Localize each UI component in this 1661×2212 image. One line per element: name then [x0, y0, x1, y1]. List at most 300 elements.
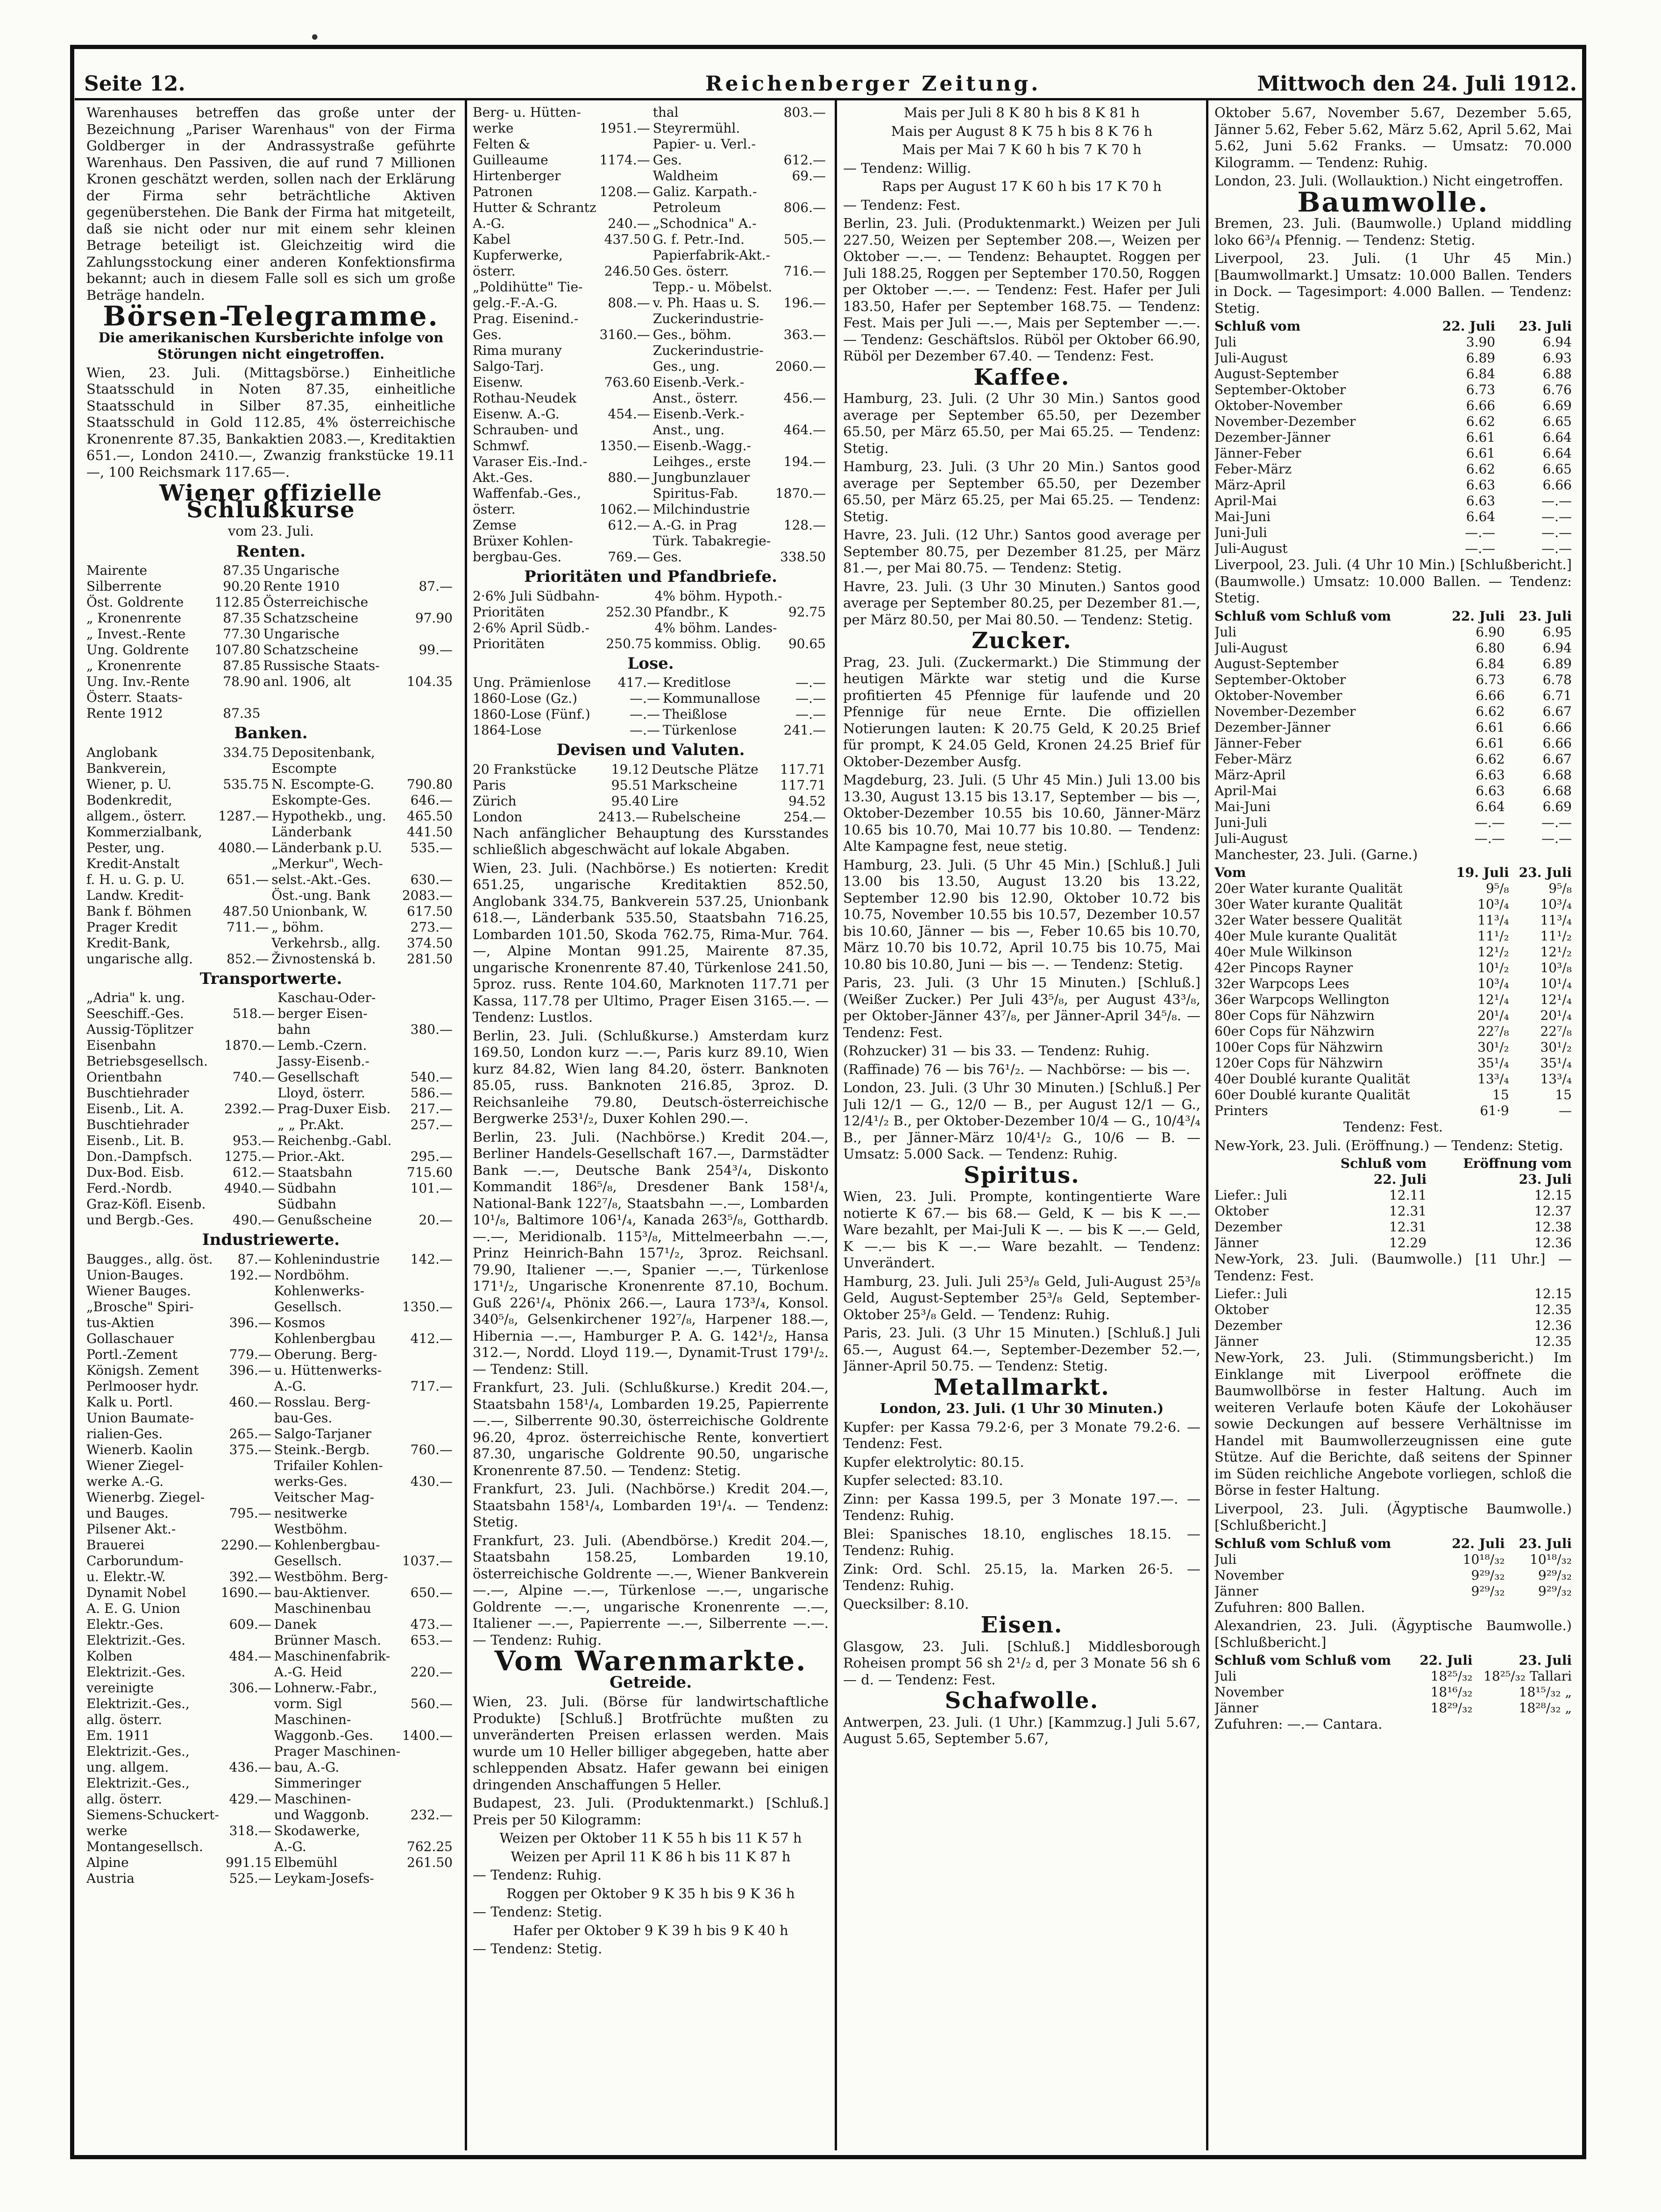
table-cell: Oktober-November: [1214, 398, 1342, 413]
table-cell: Kolben: [86, 1648, 133, 1664]
table-cell: 35¹/₄: [1540, 1055, 1572, 1071]
report: London, 23. Juli. (1 Uhr 30 Minuten.): [880, 1400, 1164, 1416]
quote-table: [1214, 865, 1572, 1119]
section-heading: Vom Warenmarkte.: [494, 1645, 807, 1677]
table-cell: Reichenbg.-Gabl.: [277, 1133, 392, 1148]
table-cell: Markscheine: [651, 777, 738, 793]
report: Wien, 23. Juli. Prompte, kontingentierte Ware notierte K 67.— bis 68.— Geld, K — bis K —.— Ware bezahlt, per Mai-Juli K —. — bis K —.— Geld, K —.— bis K —.— Ware bezahlt. — Tendenz: Unverändert.: [843, 1188, 1200, 1271]
table-row: [1214, 1286, 1572, 1302]
table-row: [1214, 1055, 1572, 1071]
table-cell: Dezember: [1214, 1318, 1282, 1333]
table-row: [1214, 735, 1572, 751]
table-cell: 429.—: [229, 1791, 271, 1807]
table-cell: 525.—: [229, 1870, 271, 1886]
quote-table: [1214, 318, 1572, 557]
table-cell: 12.35: [1534, 1334, 1572, 1349]
table-cell: 6.73: [1476, 671, 1505, 687]
table-cell: [598, 422, 653, 438]
table-cell: A.-G.: [274, 1378, 306, 1394]
table-cell: Pfandbr., K: [654, 604, 729, 620]
table-cell: 87.85: [223, 658, 261, 673]
table-row: [1214, 1235, 1572, 1251]
report: Paris, 23. Juli. (3 Uhr 15 Minuten.) [Schluß.] Juli 65.—, August 64.—, September-Dezember 52.—, Jänner-April 50.75. — Tendenz: Stetig.: [843, 1325, 1200, 1374]
table-cell: [604, 588, 654, 604]
table-cell: 10¹⁸/₃₂: [1462, 1551, 1505, 1567]
table-cell: bau, A.-G.: [274, 1759, 340, 1775]
table-cell: [219, 1053, 277, 1069]
table-row: [1214, 815, 1572, 831]
table-cell: 12.31: [1389, 1219, 1427, 1235]
table-cell: 18¹⁵/₃₂ „: [1519, 1684, 1572, 1700]
table-row: [86, 1728, 455, 1744]
table-cell: —.—: [1465, 541, 1496, 556]
table-cell: 338.50: [780, 549, 826, 565]
table-row: [86, 1664, 455, 1680]
table-cell: November: [1214, 1684, 1284, 1700]
table-row: [86, 1180, 455, 1196]
table-cell: werke: [86, 1823, 128, 1838]
table-cell: Feber-März: [1214, 751, 1292, 767]
table-cell: [774, 279, 829, 295]
table-row: [86, 935, 455, 951]
table-cell: [399, 626, 455, 642]
table-cell: London: [473, 809, 523, 825]
table-row: [1214, 509, 1572, 525]
table-cell: 334.75: [223, 744, 269, 760]
table-cell: 6.89: [1542, 656, 1572, 671]
table-cell: 1062.—: [599, 502, 650, 517]
table-row: [86, 761, 455, 777]
table-row: [86, 1283, 455, 1299]
table-cell: 711.—: [227, 919, 269, 935]
table-cell: [787, 620, 829, 636]
table-cell: 90.20: [223, 579, 261, 594]
table-cell: 6.68: [1542, 767, 1572, 783]
table-cell: Elektrizit.-Ges.: [86, 1632, 186, 1648]
table-cell: 20er Water kurante Qualität: [1214, 881, 1403, 896]
table-cell: Öst. Goldrente: [86, 594, 184, 610]
table-cell: 252.30: [606, 604, 652, 620]
table-cell: 762.25: [407, 1838, 453, 1854]
table-cell: 241.—: [783, 722, 826, 738]
table-cell: 6.95: [1542, 624, 1572, 640]
table-cell: Juli: [1214, 1551, 1237, 1567]
table-cell: Aussig-Töplitzer: [86, 1022, 193, 1037]
table-cell: 22. Juli: [1452, 1535, 1505, 1551]
table-cell: [774, 375, 829, 390]
table-row: [1214, 1302, 1572, 1318]
table-cell: Spiritus-Fab.: [653, 486, 738, 501]
table-row: [1214, 640, 1572, 656]
table-cell: 10³/₄: [1477, 897, 1509, 912]
table-row: [86, 1410, 455, 1426]
table-row: [1214, 398, 1572, 414]
table-row: [1214, 799, 1572, 815]
table-cell: 10³/₈: [1540, 960, 1572, 975]
page-header: [75, 51, 1586, 103]
table-cell: Ges., böhm.: [653, 327, 731, 342]
quote-line: Roggen per Oktober 9 K 35 h bis 9 K 36 h: [506, 1885, 795, 1901]
table-cell: 220.—: [410, 1664, 453, 1680]
table-cell: 240.—: [608, 216, 650, 231]
table-cell: 6.93: [1542, 350, 1572, 366]
table-cell: 9²⁹/₃₂: [1538, 1583, 1572, 1599]
quote-line: Quecksilber: 8.10.: [843, 1596, 969, 1612]
table-cell: Wienerbg. Ziegel-: [86, 1489, 205, 1505]
table-cell: thal: [653, 105, 679, 120]
table-cell: [402, 1775, 455, 1791]
table-cell: [774, 502, 829, 517]
table-cell: Waffenfab.-Ges.,: [473, 486, 581, 501]
table-cell: 60er Doublé kurante Qualität: [1214, 1087, 1410, 1102]
table-cell: [213, 824, 271, 840]
table-cell: 22. Juli: [1442, 318, 1496, 334]
table-cell: 396.—: [229, 1314, 271, 1330]
table-cell: Zuckerindustrie-: [653, 311, 764, 326]
table-cell: 4940.—: [224, 1180, 275, 1196]
table-row: [1214, 1024, 1572, 1039]
table-cell: 4080.—: [218, 840, 269, 855]
table-cell: —.—: [1541, 814, 1572, 830]
table-cell: 6.94: [1542, 640, 1572, 656]
table-cell: 2413.—: [598, 809, 649, 825]
table-cell: —.—: [630, 722, 660, 738]
table-cell: 6.67: [1542, 703, 1572, 719]
table-cell: 852.—: [227, 951, 269, 967]
table-cell: [402, 1394, 455, 1410]
table-cell: 246.50: [604, 263, 650, 279]
table-cell: 120er Cops für Nähzwirn: [1214, 1055, 1383, 1071]
table-cell: [402, 1133, 455, 1149]
table-cell: Steyrermühl.: [653, 120, 740, 136]
table-cell: [402, 1283, 455, 1299]
table-cell: Öst.-ung. Bank: [271, 887, 370, 903]
table-cell: Schluß vom: [1214, 318, 1301, 334]
table-cell: Kommunallose: [662, 691, 760, 706]
table-cell: Dezember-Jänner: [1214, 719, 1331, 735]
table-cell: Schluß vom Schluß vom: [1214, 1653, 1391, 1668]
table-cell: [220, 1807, 274, 1823]
table-row: [473, 762, 829, 777]
table-row: [86, 658, 455, 674]
table-cell: [598, 533, 653, 549]
table-cell: 32er Warpcops Lees: [1214, 976, 1349, 991]
table-row: [86, 1617, 455, 1632]
table-cell: vorm. Sigl: [274, 1696, 342, 1711]
table-cell: [220, 1410, 274, 1426]
table-row: [86, 1363, 455, 1378]
column-rule: [465, 100, 467, 2150]
table-cell: 651.—: [227, 871, 269, 887]
table-cell: 1860-Lose (Fünf.): [473, 707, 590, 722]
table-cell: 460.—: [229, 1394, 271, 1410]
table-cell: A.-G.: [274, 1838, 306, 1854]
table-row: [473, 533, 829, 549]
table-cell: Jänner: [1214, 1334, 1258, 1349]
table-row: [1214, 783, 1572, 799]
table-cell: 1208.—: [599, 184, 650, 199]
table-row: [1214, 928, 1572, 944]
table-cell: 273.—: [410, 919, 453, 935]
table-cell: Hutter & Schrantz: [473, 200, 596, 215]
table-cell: 18¹⁶/₃₂: [1430, 1684, 1473, 1700]
table-cell: „Brosche" Spiri-: [86, 1299, 194, 1314]
table-row: [86, 1299, 455, 1315]
table-cell: [402, 1458, 455, 1474]
quote-table: [1214, 1156, 1572, 1251]
table-cell: Südbahn: [277, 1196, 337, 1212]
table-header: [1214, 318, 1572, 334]
table-cell: Westböhm. Berg-: [274, 1569, 388, 1584]
table-cell: 12.15: [1534, 1187, 1572, 1203]
table-cell: [598, 136, 653, 152]
table-row: [86, 1458, 455, 1474]
quote-line: Kupfer: per Kassa 79.2·6, per 3 Monate 79.2·6. — Tendenz: Fest.: [843, 1419, 1200, 1451]
table-cell: [220, 1601, 274, 1617]
table-cell: und Bauges.: [86, 1505, 169, 1521]
table-row: [1214, 960, 1572, 976]
table-row: [1214, 1039, 1572, 1055]
quote-table: [86, 1251, 455, 1887]
table-cell: 6.66: [1542, 477, 1572, 493]
table-row: [1214, 445, 1572, 461]
section-heading: Metallmarkt.: [934, 1374, 1110, 1400]
table-cell: 12¹/₄: [1540, 992, 1572, 1007]
table-cell: 412.—: [410, 1330, 453, 1346]
report: Wien, 23. Juli. (Börse für landwirtschaftliche Produkte) [Schluß.] Brotfrüchte mußten zu unveränderten Preisen erlassen werden. Mais wurde um 10 Heller billiger abgegeben, hatte aber schleppenden Absatz. Hafer gewann bei einigen dringenden Anschaffungen 5 Heller.: [473, 1694, 829, 1793]
table-cell: 40er Doublé kurante Qualität: [1214, 1071, 1410, 1087]
table-row: [473, 359, 829, 375]
report: Bremen, 23. Juli. (Baumwolle.) Upland middling loko 66³/₄ Pfennig. — Tendenz: Stetig.: [1214, 215, 1572, 248]
table-cell: 12¹/₄: [1477, 992, 1509, 1007]
table-cell: [774, 184, 829, 200]
table-cell: [402, 1648, 455, 1664]
table-cell: allg. österr.: [86, 1711, 162, 1727]
table-cell: gelg.-F.-A.-G.: [473, 295, 558, 311]
table-cell: Anglobank: [86, 744, 157, 760]
table-row: [86, 1632, 455, 1648]
table-cell: 117.71: [780, 761, 826, 777]
table-cell: Tepp.- u. Möbelst.: [653, 279, 773, 295]
section-heading: Kaffee.: [973, 364, 1070, 390]
table-cell: [774, 343, 829, 359]
table-row: [473, 422, 829, 438]
table-row: [86, 919, 455, 935]
table-row: [86, 1394, 455, 1410]
table-cell: Österreichische: [263, 594, 369, 610]
table-cell: „Adria" k. ung.: [86, 990, 185, 1005]
table-cell: Leihges., erste: [653, 454, 751, 469]
table-cell: „ böhm.: [271, 919, 324, 935]
table-row: [86, 1696, 455, 1712]
table-row: [86, 1855, 455, 1871]
table-cell: Lloyd, österr.: [277, 1085, 365, 1101]
section-heading: Zucker.: [972, 628, 1072, 654]
table-cell: 95.40: [611, 793, 649, 809]
table-cell: [774, 438, 829, 454]
table-cell: 11¹/₂: [1477, 928, 1509, 944]
table-cell: [598, 105, 653, 120]
table-cell: 790.80: [407, 776, 453, 792]
table-cell: Maschinenbau: [274, 1600, 371, 1616]
table-cell: 392.—: [229, 1569, 271, 1584]
table-row: [86, 1823, 455, 1839]
table-cell: [220, 1632, 274, 1648]
table-cell: 11¹/₂: [1540, 928, 1572, 944]
table-cell: 232.—: [410, 1807, 453, 1823]
table-cell: [402, 1196, 455, 1212]
table-cell: Schrauben- und: [473, 422, 578, 438]
table-cell: [219, 1196, 277, 1212]
table-cell: 12.36: [1534, 1235, 1572, 1251]
table-cell: 380.—: [410, 1022, 453, 1037]
table-cell: „ Kronenrente: [86, 610, 182, 626]
table-cell: 90.65: [788, 636, 826, 651]
table-cell: September-Oktober: [1214, 671, 1346, 687]
table-row: [86, 888, 455, 904]
table-cell: Ferd.-Nordb.: [86, 1180, 172, 1196]
report: Liverpool, 23. Juli. (1 Uhr 45 Min.) [Baumwollmarkt.] Umsatz: 10.000 Ballen. Tenders in Dock. — Tagesimport: 4.000 Ballen. — Tendenz: Stetig.: [1214, 250, 1572, 316]
table-cell: —.—: [1541, 493, 1572, 509]
table-row: [1214, 624, 1572, 640]
table-cell: Montangesellsch.: [86, 1838, 203, 1854]
table-cell: Türkenlose: [662, 722, 737, 738]
report: Zufuhren: —.— Cantara.: [1214, 1716, 1383, 1732]
table-cell: [399, 706, 455, 721]
table-cell: [402, 990, 455, 1006]
table-cell: 1860-Lose (Gz.): [473, 691, 577, 706]
table-cell: 101.—: [410, 1180, 453, 1196]
table-cell: 763.60: [604, 375, 650, 390]
table-cell: Ges., ung.: [653, 359, 720, 374]
table-cell: Theißlose: [662, 707, 727, 722]
table-cell: 6.84: [1466, 366, 1496, 382]
table-cell: 2·6% April Südb.-: [473, 620, 589, 636]
table-cell: Kommerzialbank,: [86, 824, 202, 840]
table-cell: 23. Juli: [1519, 1172, 1572, 1187]
table-row: [473, 454, 829, 470]
table-cell: [598, 247, 653, 263]
table-cell: Landw. Kredit-: [86, 887, 184, 903]
table-cell: [220, 1839, 274, 1855]
table-cell: 257.—: [410, 1117, 453, 1132]
table-cell: 15: [1492, 1087, 1509, 1102]
table-cell: 760.—: [410, 1442, 453, 1457]
table-cell: Milchindustrie: [653, 502, 750, 517]
report: Glasgow, 23. Juli. [Schluß.] Middlesborough Roheisen prompt 56 sh 2¹/₂ d, per 3 Monate 56 sh 6 — d. — Tendenz: Fest.: [843, 1638, 1200, 1688]
table-cell: [402, 1363, 455, 1378]
table-cell: Juli-August: [1214, 640, 1288, 656]
table-cell: Berg- u. Hütten-: [473, 105, 581, 120]
date-line: vom 23. Juli.: [228, 523, 314, 539]
table-row: [1214, 751, 1572, 767]
table-cell: Petroleum: [653, 200, 721, 215]
table-cell: 12.36: [1534, 1318, 1572, 1333]
table-cell: f. H. u. G. p. U.: [86, 871, 185, 887]
table-cell: 464.—: [783, 422, 826, 438]
table-cell: April-Mai: [1214, 493, 1277, 509]
quote-line: Weizen per Oktober 11 K 55 h bis 11 K 57 h: [499, 1830, 802, 1846]
table-cell: 518.—: [232, 1006, 275, 1021]
table-cell: Varaser Eis.-Ind.-: [473, 454, 588, 469]
table-row: [1214, 493, 1572, 509]
table-cell: anl. 1906, alt: [263, 674, 351, 689]
table-row: [473, 105, 829, 120]
table-cell: allgem., österr.: [86, 808, 186, 824]
table-cell: Anst., österr.: [653, 390, 738, 406]
table-cell: Eisenb., Lit. A.: [86, 1101, 184, 1117]
table-cell: Kredit-Bank,: [86, 935, 170, 951]
quote-line: Hafer per Oktober 9 K 39 h bis 9 K 40 h: [513, 1922, 788, 1938]
table-cell: 23. Juli: [1519, 608, 1572, 624]
quote-line: — Tendenz: Willig.: [843, 160, 971, 176]
quote-table: [1214, 608, 1572, 847]
table-cell: 535.75: [223, 776, 269, 792]
table-cell: bahn: [277, 1022, 311, 1037]
table-cell: [213, 856, 271, 872]
table-cell: [402, 1426, 455, 1442]
table-cell: 6.88: [1542, 366, 1572, 382]
column-1: [86, 105, 455, 2145]
section-heading: Wiener offizielle Schlußkurse: [159, 480, 383, 523]
table-row: [86, 1807, 455, 1823]
table-cell: 3.90: [1466, 334, 1496, 350]
report: Prag, 23. Juli. (Zuckermarkt.) Die Stimmung der heutigen Märkte war stetig und die Kurse profitierten 45 Pfennige für laufende und 20 Pfennige für neue Ernte. Die offiziellen Notierungen lauten: K 20.75 Geld, K 20.25 Brief für prompt, K 24.05 Geld, Kronen 24.25 Brief für Oktober-Dezember Ausfg.: [843, 654, 1200, 770]
table-cell: [598, 168, 653, 184]
table-cell: Veitscher Mag-: [274, 1489, 375, 1505]
table-cell: [220, 1696, 274, 1712]
table-cell: 374.50: [407, 935, 453, 951]
table-cell: 1951.—: [599, 120, 650, 136]
table-row: [473, 549, 829, 565]
table-cell: [220, 1378, 274, 1394]
table-cell: 465.50: [407, 808, 453, 824]
table-cell: 6.73: [1466, 382, 1496, 397]
table-cell: Schluß vom Schluß vom: [1214, 1535, 1391, 1551]
table-row: [1214, 1668, 1572, 1684]
quote-line: Mais per Juli 8 K 80 h bis 8 K 81 h: [903, 105, 1140, 120]
table-row: [86, 1744, 455, 1760]
report: New-York, 23. Juli. (Eröffnung.) — Tendenz: Stetig.: [1214, 1137, 1563, 1153]
table-row: [473, 588, 829, 604]
table-cell: Jänner: [1214, 1583, 1258, 1599]
table-cell: 6.64: [1476, 799, 1505, 814]
table-row: [86, 1775, 455, 1791]
table-cell: 87.—: [419, 579, 453, 594]
table-cell: ung. allgem.: [86, 1759, 169, 1775]
table-cell: 23. Juli: [1519, 1535, 1572, 1551]
table-cell: Guilleaume: [473, 152, 548, 168]
table-cell: 769.—: [608, 549, 650, 565]
table-cell: 779.—: [229, 1346, 271, 1362]
table-cell: 6.64: [1466, 509, 1496, 524]
table-cell: —: [1559, 1103, 1572, 1118]
table-cell: 40er Mule Wilkinson: [1214, 944, 1353, 960]
table-row: [86, 1601, 455, 1617]
table-cell: Rente 1910: [263, 579, 340, 594]
table-cell: Unionbank, W.: [271, 903, 368, 919]
table-cell: 12¹/₂: [1477, 944, 1509, 960]
table-row: [473, 620, 829, 636]
table-cell: Verkehrsb., allg.: [271, 935, 381, 951]
table-row: [473, 216, 829, 232]
table-cell: Liefer.: Juli: [1214, 1286, 1287, 1301]
notice: Die amerikanischen Kursberichte infolge von Störungen nicht eingetroffen.: [98, 329, 444, 362]
table-cell: [220, 1299, 274, 1315]
table-row: [473, 675, 829, 691]
table-cell: Jungbunzlauer: [653, 470, 750, 485]
report: Hamburg, 23. Juli. (2 Uhr 30 Min.) Santos good average per September 65.50, per Dezember 65.50, per März 65.50, per Mai 65.25. — Tendenz: Stetig.: [843, 390, 1200, 456]
